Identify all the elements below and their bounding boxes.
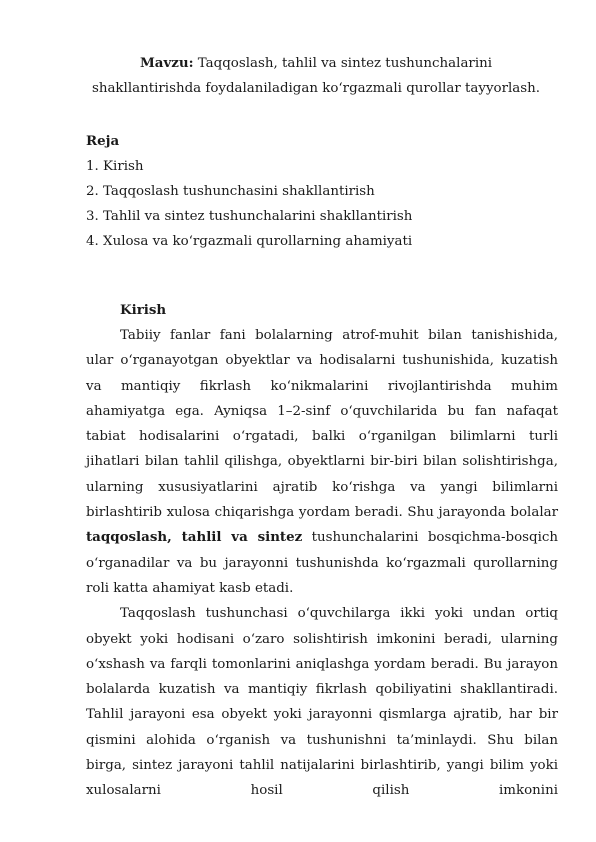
key-terms: taqqoslash, tahlil va sintez [86,529,303,546]
title-text: Taqqoslash, tahlil va sintez tushunchalarini shakllantirishda foydalaniladigan ko‘rgazmali qurollar tayyorlash. [91,56,541,96]
plan-item: 1. Kirish [86,159,144,174]
paragraph-intro-end: tushunchalarini bosqichma-bosqich o‘rganadilar va bu jarayonni tushunishda ko‘rgazmali qurollarning roli katta ahamiyat kasb etadi. [86,530,558,596]
section-heading: Kirish [120,302,167,318]
plan-heading: Reja [86,133,120,149]
body-text [86,323,558,804]
plan-item: 3. Tahlil va sintez tushunchalarini shakllantirish [86,209,413,224]
plan-item: 2. Taqqoslash tushunchasini shakllantirish [86,184,375,199]
title-label: Mavzu: [139,55,194,71]
paragraph-comparison: Taqqoslash tushunchasi o‘quvchilarga ikki yoki undan ortiq obyekt yoki hodisani o‘zaro solishtirish imkonini beradi, ularning o‘xshash va farqli tomonlarini aniqlashga yordam beradi. Bu jarayon bolalarda kuzatish va mantiqiy fikrlash qobiliyatini shakllantiradi. Tahlil jarayoni esa obyekt yoki jarayonni qismlarga ajratib, har bir qismini alohida o‘rganish va tushunishni ta’minlaydi. Shu bilan birga, sintez jarayoni tahlil natijalarini birlashtirib, yangi bilim yoki xulosalarni hosil qilish imkonini [86,606,558,799]
paragraph-intro-start: Tabiiy fanlar fani bolalarning atrof-muhit bilan tanishishida, ular o‘rganayotgan obyektlar va hodisalarni tushunishida, kuzatish va mantiqiy fikrlash ko‘nikmalarini rivojlantirishda muhim ahamiyatga ega. Ayniqsa 1–2-sinf o‘quvchilarida bu fan nafaqat tabiat hodisalarini o‘rgatadi, balki o‘rganilgan bilimlarni turli jihatlari bilan tahlil qilishga, obyektlarni bir-biri bilan solishtirishga, ularning xususiyatlarini ajratib ko‘rishga va yangi bilimlarni birlashtirib xulosa chiqarishga yordam beradi. Shu jarayonda bolalar [86,328,558,521]
plan-item: 4. Xulosa va ko‘rgazmali qurollarning ahamiyati [86,234,413,249]
document-title [86,51,546,101]
paragraph-intro [86,323,558,601]
plan-list [86,154,412,254]
